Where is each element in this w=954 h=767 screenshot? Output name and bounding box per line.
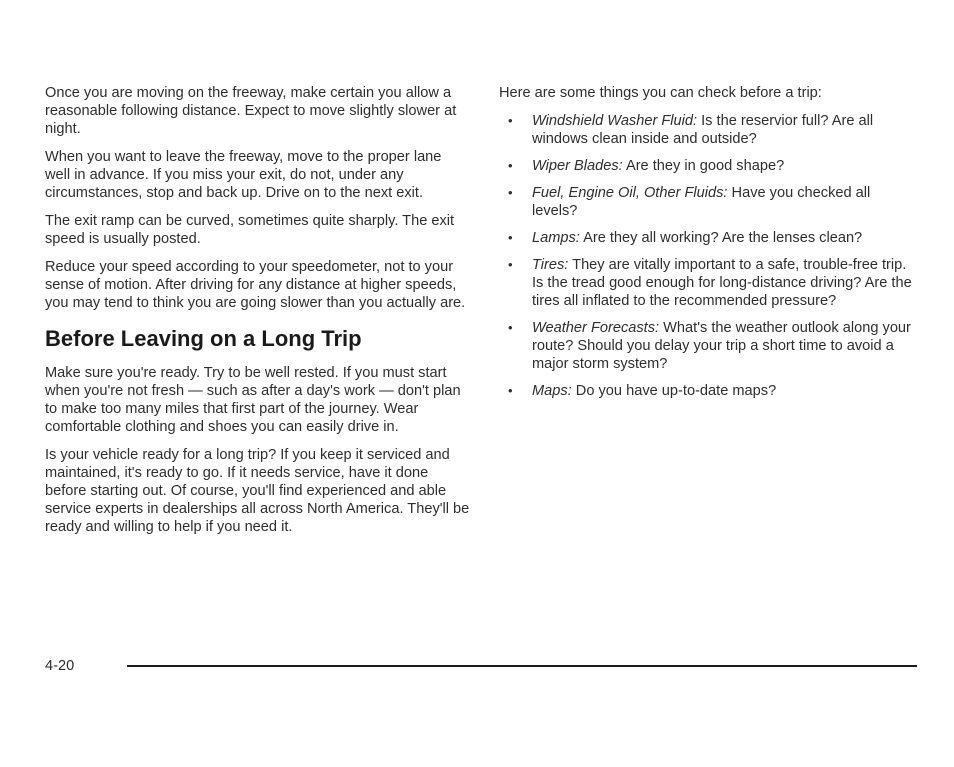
paragraph-leaving-freeway: When you want to leave the freeway, move to the proper lane well in advance. If you miss your exit, do not, under any circumstances, stop and back up. Drive on to the next exit. xyxy=(45,149,442,201)
list-item xyxy=(499,157,919,175)
bullet-icon: • xyxy=(508,320,513,335)
list-item xyxy=(499,319,919,373)
item-text: They are vitally important to a safe, trouble-free trip. Is the tread good enough for long-distance driving? Are the tires all inflated to the recommended pressure? xyxy=(532,257,912,309)
item-text: Have you checked all levels? xyxy=(532,185,871,219)
bullet-icon: • xyxy=(508,383,513,398)
footer-divider xyxy=(127,665,917,667)
item-text: Is the reservior full? Are all windows clean inside and outside? xyxy=(532,113,874,147)
paragraph-reduce-speed: Reduce your speed according to your speedometer, not to your sense of motion. After driving for any distance at higher speeds, you may tend to think you are going slower than you actually are. xyxy=(45,259,466,311)
paragraph-exit-ramp: The exit ramp can be curved, sometimes quite sharply. The exit speed is usually posted. xyxy=(45,213,455,247)
item-term: Lamps: xyxy=(532,230,580,246)
list-item xyxy=(499,184,919,220)
item-term: Tires: xyxy=(532,257,569,273)
page-number: 4-20 xyxy=(45,658,75,674)
bullet-icon: • xyxy=(508,113,513,128)
item-text: Are they in good shape? xyxy=(622,158,785,174)
list-item xyxy=(499,229,919,247)
paragraph-be-ready: Make sure you're ready. Try to be well rested. If you must start when you're not fresh — such as after a day's work — don't plan to make too many miles that first part of the journey. Wear comfortable clothing and shoes you can easily drive in. xyxy=(45,365,461,435)
paragraph-vehicle-ready: Is your vehicle ready for a long trip? If you keep it serviced and maintained, it's ready to go. If it needs service, have it done before starting out. Of course, you'll find experienced and able service experts in dealerships all across North America. They'll be ready and willing to help if you need it. xyxy=(45,447,470,535)
left-column xyxy=(45,84,470,546)
bullet-icon: • xyxy=(508,158,513,173)
list-item xyxy=(499,382,919,400)
item-term: Wiper Blades: xyxy=(532,158,623,174)
item-text: Are they all working? Are the lenses clean? xyxy=(579,230,863,246)
right-column xyxy=(499,84,919,409)
item-term: Windshield Washer Fluid: xyxy=(532,113,698,129)
paragraph-following-distance: Once you are moving on the freeway, make certain you allow a reasonable following distance. Expect to move slightly slower at night. xyxy=(45,85,457,137)
list-item xyxy=(499,256,919,310)
bullet-icon: • xyxy=(508,257,513,272)
section-heading: Before Leaving on a Long Trip xyxy=(45,326,362,351)
list-item xyxy=(499,112,919,148)
bullet-icon: • xyxy=(508,185,513,200)
item-term: Fuel, Engine Oil, Other Fluids: xyxy=(532,185,728,201)
item-text: What's the weather outlook along your route? Should you delay your trip a short time to avoid a major storm system? xyxy=(532,320,911,372)
bullet-icon: • xyxy=(508,230,513,245)
item-term: Weather Forecasts: xyxy=(532,320,660,336)
item-text: Do you have up-to-date maps? xyxy=(571,383,777,399)
item-term: Maps: xyxy=(532,383,572,399)
trip-checklist xyxy=(499,112,919,400)
checklist-intro: Here are some things you can check before a trip: xyxy=(499,85,822,101)
